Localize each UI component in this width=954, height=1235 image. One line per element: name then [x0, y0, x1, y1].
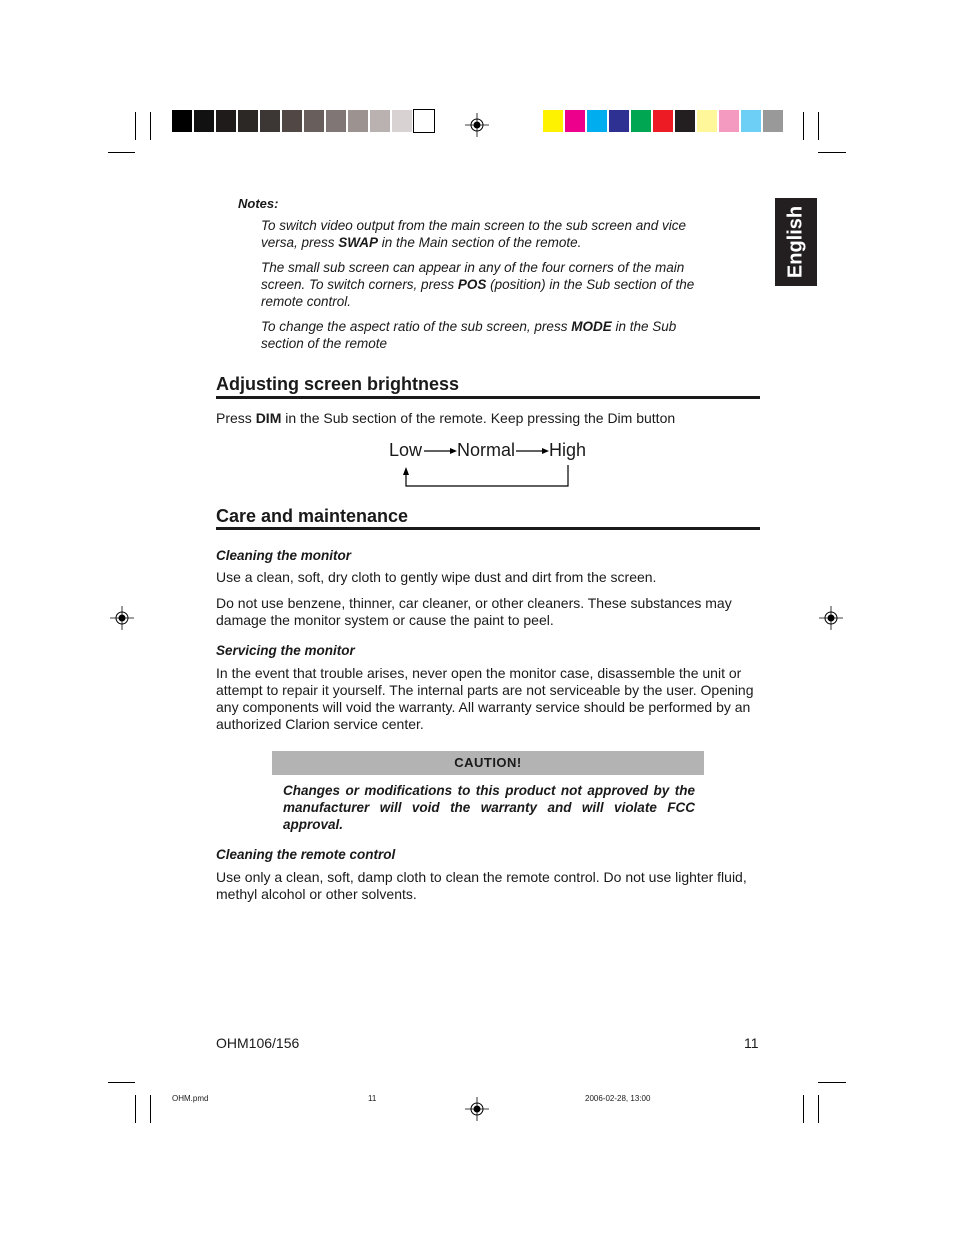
note-item: [261, 318, 721, 352]
dim-keyword: DIM: [255, 410, 282, 426]
slug-timestamp: 2006-02-28, 13:00: [585, 1094, 651, 1103]
paragraph: Use a clean, soft, dry cloth to gently wipe dust and dirt from the screen.: [216, 569, 657, 585]
color-swatch: [609, 110, 629, 132]
subheading: Cleaning the remote control: [216, 847, 396, 862]
slug-page: 11: [368, 1094, 377, 1103]
crop-mark: [108, 152, 135, 153]
crop-mark: [803, 112, 804, 140]
instruction-text: in the Sub section of the remote. Keep pressing the Dim button: [281, 410, 676, 426]
notes-heading: Notes:: [238, 196, 279, 211]
note-item: [261, 217, 721, 251]
color-swatch: [348, 110, 368, 132]
registration-mark-icon: [465, 1097, 489, 1121]
color-swatch: [238, 110, 258, 132]
note-text: To switch video output from the main screen to the sub screen and vice versa, press: [261, 218, 686, 250]
model-number: OHM106/156: [216, 1035, 300, 1051]
color-swatch: [260, 110, 280, 132]
level-high: High: [549, 440, 587, 460]
registration-mark-icon: [819, 606, 843, 630]
crop-mark: [150, 1095, 151, 1123]
section-rule: [216, 396, 760, 399]
crop-mark: [150, 112, 151, 140]
note-text: The small sub screen can appear in any of the four corners of the main screen. To switch corners, press: [261, 260, 685, 292]
language-tab-label: English: [784, 205, 807, 279]
color-swatch: [543, 110, 563, 132]
color-swatch: [697, 110, 717, 132]
crop-mark: [818, 112, 819, 140]
note-keyword: POS: [457, 277, 487, 292]
caution-title: CAUTION!: [454, 755, 522, 770]
note-text: in the Main section of the remote.: [378, 235, 582, 250]
subheading: Cleaning the monitor: [216, 548, 351, 563]
color-swatch: [392, 110, 412, 132]
subheading: Servicing the monitor: [216, 643, 355, 658]
note-keyword: SWAP: [338, 235, 379, 250]
crop-mark: [818, 152, 846, 153]
registration-mark-icon: [110, 606, 134, 630]
color-swatch: [282, 110, 302, 132]
color-swatch: [719, 110, 739, 132]
color-swatch: [216, 110, 236, 132]
page-number: 11: [744, 1035, 759, 1051]
note-item: [261, 259, 721, 310]
caution-text: Changes or modifications to this product not approved by the manufacturer will void the warranty and will violate FCC approval.: [283, 783, 695, 832]
note-text: (position) in the Sub section of the remote control.: [261, 277, 695, 309]
level-low: Low: [389, 440, 423, 460]
crop-mark: [818, 1095, 819, 1123]
brightness-instruction: [216, 410, 760, 427]
language-tab: [775, 198, 817, 286]
note-text: To change the aspect ratio of the sub screen, press: [261, 319, 572, 334]
brightness-cycle-diagram: [388, 438, 588, 490]
note-text: in the Sub section of the remote: [261, 319, 677, 351]
paragraph: In the event that trouble arises, never open the monitor case, disassemble the unit or attempt to repair it yourself. The internal parts are not serviceable by the user. Opening any components will void the warranty. All warranty service should be performed by an authorized Clarion service center.: [216, 665, 754, 732]
slug-filename: OHM.pmd: [172, 1094, 209, 1103]
section-heading: Adjusting screen brightness: [216, 374, 460, 394]
color-swatch: [326, 110, 346, 132]
color-swatch: [565, 110, 585, 132]
crop-mark: [803, 1095, 804, 1123]
color-swatch: [653, 110, 673, 132]
crop-mark: [108, 1082, 135, 1083]
color-swatch: [304, 110, 324, 132]
color-swatch: [370, 110, 390, 132]
color-swatch: [587, 110, 607, 132]
section-heading: Care and maintenance: [216, 506, 409, 526]
section-rule: [216, 527, 760, 530]
crop-mark: [135, 112, 136, 140]
color-swatch: [414, 110, 434, 132]
note-keyword: MODE: [571, 319, 612, 334]
crop-mark: [818, 1082, 846, 1083]
color-swatch: [675, 110, 695, 132]
registration-mark-icon: [465, 113, 489, 137]
crop-mark: [135, 1095, 136, 1123]
cycle-arrows-icon: [388, 438, 588, 490]
paragraph: Do not use benzene, thinner, car cleaner, or other cleaners. These substances may damage the monitor system or cause the paint to peel.: [216, 595, 732, 628]
color-swatch: [741, 110, 761, 132]
caution-banner: [272, 751, 704, 775]
level-normal: Normal: [457, 440, 516, 460]
paragraph: Use only a clean, soft, damp cloth to clean the remote control. Do not use lighter fluid, methyl alcohol or other solvents.: [216, 869, 747, 902]
color-swatch: [631, 110, 651, 132]
instruction-text: Press: [216, 410, 256, 426]
color-swatch: [763, 110, 783, 132]
color-swatch: [172, 110, 192, 132]
color-swatch: [194, 110, 214, 132]
